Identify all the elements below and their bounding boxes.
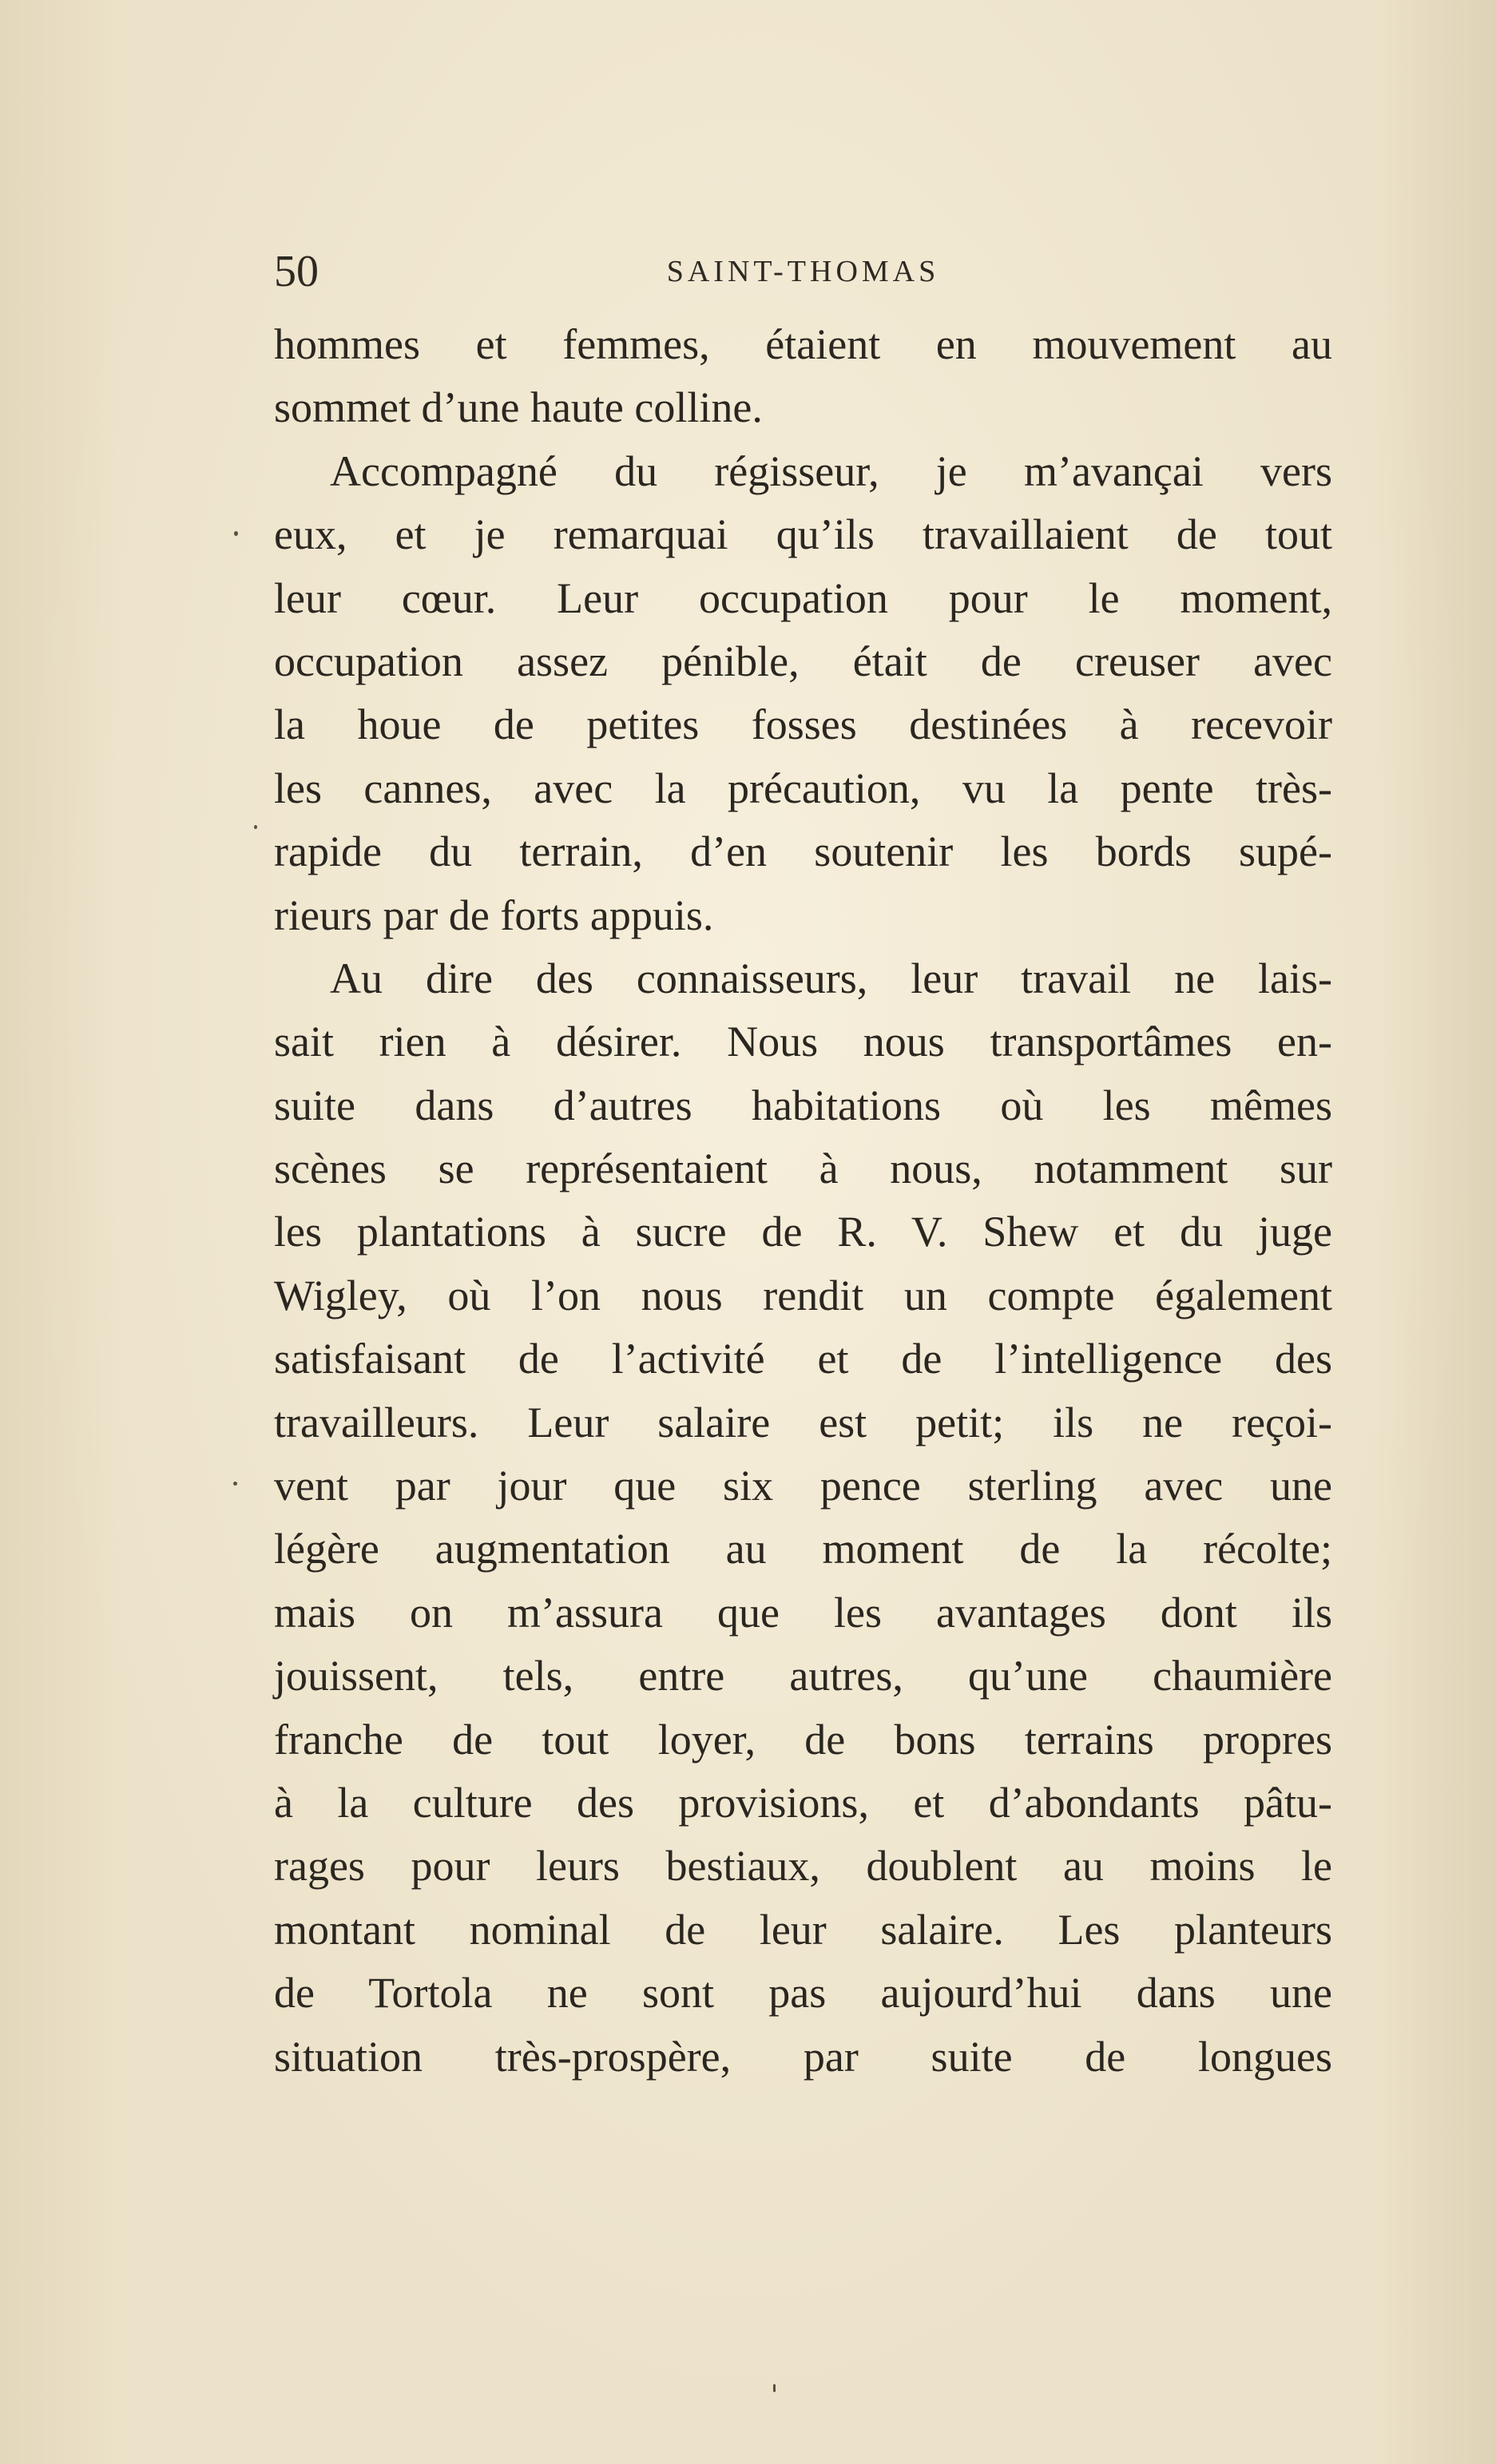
paper-speck [234, 531, 238, 536]
text-line: occupation assez pénible, était de creuser avec [274, 637, 1332, 685]
text-line: jouissent, tels, entre autres, qu’une chaumière [274, 1652, 1332, 1700]
text-line: mais on m’assura que les avantages dont ils [274, 1588, 1332, 1637]
text-line: rapide du terrain, d’en soutenir les bords supé- [274, 827, 1332, 876]
page-number: 50 [274, 247, 319, 296]
text-line: hommes et femmes, étaient en mouvement au [274, 320, 1332, 368]
text-line: Wigley, où l’on nous rendit un compte également [274, 1271, 1332, 1319]
text-line: la houe de petites fosses destinées à recevoir [274, 700, 1332, 749]
text-line: sommet d’une haute colline. [274, 383, 763, 432]
text-line: les plantations à sucre de R. V. Shew et du juge [274, 1208, 1332, 1256]
paper-speck [773, 2384, 776, 2392]
text-line: sait rien à désirer. Nous nous transportâmes en- [274, 1018, 1332, 1066]
text-line: suite dans d’autres habitations où les mêmes [274, 1081, 1332, 1129]
running-title: SAINT-THOMAS [666, 255, 940, 288]
text-line: satisfaisant de l’activité et de l’intelligence des [274, 1335, 1332, 1383]
text-line: scènes se représentaient à nous, notamment sur [274, 1145, 1332, 1193]
text-line: leur cœur. Leur occupation pour le moment, [274, 573, 1332, 622]
text-line: rages pour leurs bestiaux, doublent au moins le [274, 1842, 1332, 1891]
text-line: vent par jour que six pence sterling avec une [274, 1462, 1332, 1510]
text-line: rieurs par de forts appuis. [274, 891, 714, 939]
text-line: franche de tout loyer, de bons terrains propres [274, 1715, 1332, 1764]
running-head [274, 240, 1332, 304]
paper-speck [233, 1482, 237, 1486]
text-line: situation très-prospère, par suite de longues [274, 2032, 1332, 2081]
text-line: eux, et je remarquai qu’ils travaillaient de tout [274, 510, 1332, 559]
paper-speck [254, 825, 257, 829]
text-line: travailleurs. Leur salaire est petit; ils ne reçoi- [274, 1398, 1332, 1446]
text-line: Au dire des connaisseurs, leur travail ne lais- [330, 954, 1332, 1002]
text-line: les cannes, avec la précaution, vu la pente très- [274, 764, 1332, 812]
text-line: Accompagné du régisseur, je m’avançai vers [330, 446, 1332, 495]
text-line: légère augmentation au moment de la récolte; [274, 1525, 1332, 1573]
text-line: montant nominal de leur salaire. Les planteurs [274, 1905, 1332, 1954]
text-line: de Tortola ne sont pas aujourd’hui dans une [274, 1969, 1332, 2018]
body-text [274, 313, 1332, 2089]
text-line: à la culture des provisions, et d’abondants pâtu- [274, 1778, 1332, 1827]
